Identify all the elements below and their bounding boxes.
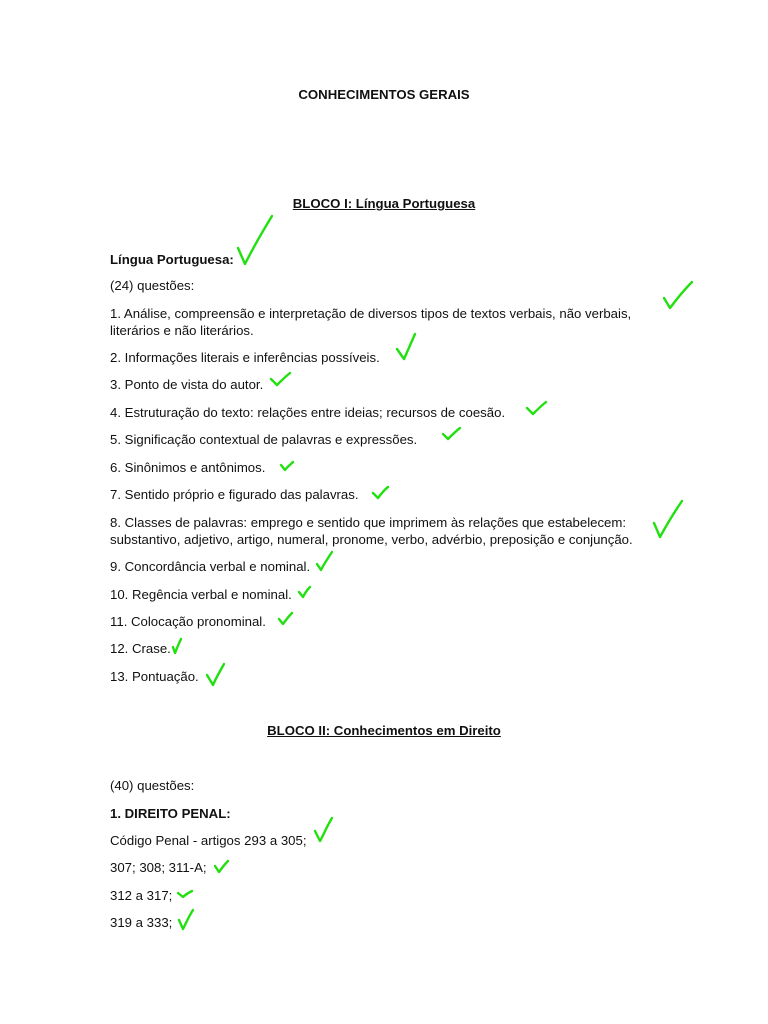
checkmark-icon bbox=[296, 583, 314, 601]
checkmark-icon bbox=[314, 548, 336, 574]
section-direito-penal: 1. DIREITO PENAL: bbox=[110, 806, 231, 821]
checkmark-icon bbox=[212, 857, 232, 877]
list-item: 6. Sinônimos e antônimos. bbox=[110, 460, 266, 475]
list-item: 8. Classes de palavras: emprego e sentido que imprimem às relações que estabelecem: bbox=[110, 515, 627, 530]
list-item: 3. Ponto de vista do autor. bbox=[110, 377, 264, 392]
list-item: 12. Crase. bbox=[110, 641, 171, 656]
list-item: 13. Pontuação. bbox=[110, 669, 199, 684]
bloco-2-heading: BLOCO II: Conhecimentos em Direito bbox=[267, 723, 501, 738]
list-item: 9. Concordância verbal e nominal. bbox=[110, 559, 311, 574]
checkmark-icon bbox=[394, 330, 420, 364]
list-item: 319 a 333; bbox=[110, 915, 173, 930]
list-item: 4. Estruturação do texto: relações entre ideias; recursos de coesão. bbox=[110, 405, 506, 420]
list-item: substantivo, adjetivo, artigo, numeral, pronome, verbo, advérbio, preposição e conjunção. bbox=[110, 532, 633, 547]
checkmark-icon bbox=[312, 814, 336, 846]
checkmark-icon bbox=[650, 497, 686, 543]
checkmark-icon bbox=[234, 212, 278, 270]
bloco-1-heading: BLOCO I: Língua Portuguesa bbox=[292, 196, 476, 211]
document-title: CONHECIMENTOS GERAIS bbox=[298, 87, 470, 102]
list-item: 307; 308; 311-A; bbox=[110, 860, 207, 875]
list-item: Código Penal - artigos 293 a 305; bbox=[110, 833, 307, 848]
list-item: 2. Informações literais e inferências possíveis. bbox=[110, 350, 380, 365]
list-item: 5. Significação contextual de palavras e expressões. bbox=[110, 432, 418, 447]
list-item: 312 a 317; bbox=[110, 888, 173, 903]
checkmark-icon bbox=[370, 483, 392, 503]
checkmark-icon bbox=[278, 458, 296, 474]
list-item: 11. Colocação pronominal. bbox=[110, 614, 266, 629]
checkmark-icon bbox=[440, 424, 464, 444]
subject-lingua-portuguesa: Língua Portuguesa: bbox=[110, 252, 234, 267]
bloco-2-question-count: (40) questões: bbox=[110, 778, 195, 793]
checkmark-icon bbox=[175, 886, 195, 902]
list-item: 10. Regência verbal e nominal. bbox=[110, 587, 292, 602]
list-item: 1. Análise, compreensão e interpretação de diversos tipos de textos verbais, não verbais, bbox=[110, 306, 632, 321]
checkmark-icon bbox=[204, 660, 228, 690]
list-item: literários e não literários. bbox=[110, 323, 254, 338]
checkmark-icon bbox=[170, 635, 184, 657]
list-item: 7. Sentido próprio e figurado das palavras. bbox=[110, 487, 359, 502]
bloco-1-question-count: (24) questões: bbox=[110, 278, 195, 293]
checkmark-icon bbox=[660, 278, 696, 312]
checkmark-icon bbox=[276, 609, 296, 629]
checkmark-icon bbox=[268, 369, 294, 389]
checkmark-icon bbox=[524, 398, 550, 418]
checkmark-icon bbox=[176, 906, 196, 934]
